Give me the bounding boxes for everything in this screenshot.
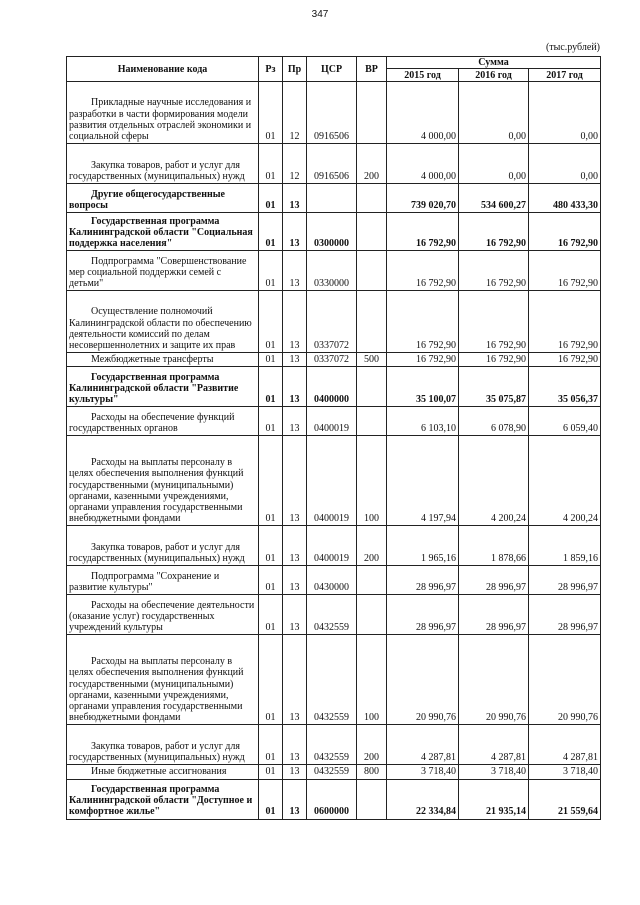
cell-pr: 13 [283,595,307,635]
cell-vr [357,184,387,213]
cell-name: Подпрограмма "Сохранение и развитие культуры" [67,566,259,595]
cell-name: Закупка товаров, работ и услуг для государственных (муниципальных) нужд [67,144,259,184]
cell-csr: 0330000 [307,251,357,291]
cell-2015: 16 792,90 [387,213,459,251]
cell-rz: 01 [259,184,283,213]
cell-pr: 13 [283,184,307,213]
cell-2017: 1 859,16 [529,526,601,566]
cell-name: Другие общегосударственные вопросы [67,184,259,213]
header-pr: Пр [283,57,307,82]
cell-pr: 13 [283,436,307,526]
header-2016: 2016 год [459,69,529,82]
cell-2015: 16 792,90 [387,291,459,353]
cell-vr: 200 [357,144,387,184]
cell-2016: 21 935,14 [459,779,529,819]
cell-2017: 16 792,90 [529,251,601,291]
cell-2015: 4 000,00 [387,82,459,144]
cell-csr: 0337072 [307,291,357,353]
cell-2015: 28 996,97 [387,566,459,595]
cell-pr: 13 [283,367,307,407]
cell-name: Осуществление полномочий Калининградской области по обеспечению деятельности комиссий по делам несовершеннолетних и защите их прав [67,291,259,353]
cell-name: Прикладные научные исследования и разработки в части формирования модели развития отдельных отраслей экономики и социальной сферы [67,82,259,144]
cell-pr: 13 [283,353,307,367]
cell-pr: 13 [283,407,307,436]
cell-2017: 28 996,97 [529,566,601,595]
cell-csr: 0400019 [307,436,357,526]
cell-csr: 0600000 [307,779,357,819]
table-row [67,765,601,779]
cell-rz: 01 [259,635,283,725]
cell-vr [357,779,387,819]
cell-vr: 100 [357,436,387,526]
table-row [67,436,601,526]
cell-rz: 01 [259,595,283,635]
cell-vr [357,82,387,144]
header-rz: Рз [259,57,283,82]
units-label: (тыс.рублей) [545,42,600,53]
cell-rz: 01 [259,144,283,184]
cell-vr [357,367,387,407]
cell-2016: 0,00 [459,82,529,144]
cell-pr: 13 [283,526,307,566]
cell-pr: 12 [283,82,307,144]
cell-2015: 22 334,84 [387,779,459,819]
cell-vr [357,251,387,291]
cell-2016: 28 996,97 [459,566,529,595]
cell-csr: 0432559 [307,635,357,725]
cell-2016: 20 990,76 [459,635,529,725]
cell-vr: 200 [357,725,387,765]
cell-2017: 480 433,30 [529,184,601,213]
cell-csr: 0430000 [307,566,357,595]
cell-2016: 1 878,66 [459,526,529,566]
cell-vr: 800 [357,765,387,779]
cell-2015: 4 287,81 [387,725,459,765]
cell-csr: 0916506 [307,144,357,184]
table-body [67,82,601,819]
cell-2017: 16 792,90 [529,353,601,367]
header-vr: ВР [357,57,387,82]
cell-2017: 4 287,81 [529,725,601,765]
cell-2016: 4 287,81 [459,725,529,765]
cell-2015: 4 000,00 [387,144,459,184]
table-row [67,779,601,819]
cell-name: Подпрограмма "Совершенствование мер социальной поддержки семей с детьми" [67,251,259,291]
cell-2017: 28 996,97 [529,595,601,635]
cell-csr: 0432559 [307,725,357,765]
cell-2017: 0,00 [529,82,601,144]
cell-vr: 100 [357,635,387,725]
cell-2015: 739 020,70 [387,184,459,213]
cell-name: Расходы на обеспечение деятельности (оказание услуг) государственных учреждений культуры [67,595,259,635]
cell-rz: 01 [259,213,283,251]
cell-rz: 01 [259,82,283,144]
cell-csr [307,184,357,213]
cell-csr: 0300000 [307,213,357,251]
cell-pr: 13 [283,725,307,765]
cell-2017: 6 059,40 [529,407,601,436]
table-row [67,82,601,144]
cell-rz: 01 [259,353,283,367]
cell-2017: 16 792,90 [529,213,601,251]
cell-name: Межбюджетные трансферты [67,353,259,367]
cell-2015: 20 990,76 [387,635,459,725]
cell-2017: 35 056,37 [529,367,601,407]
header-name: Наименование кода [67,57,259,82]
cell-csr: 0400019 [307,407,357,436]
cell-2015: 28 996,97 [387,595,459,635]
cell-2017: 4 200,24 [529,436,601,526]
budget-table [66,56,601,820]
table-row [67,407,601,436]
table-row [67,367,601,407]
cell-pr: 13 [283,635,307,725]
cell-2016: 16 792,90 [459,291,529,353]
cell-vr [357,213,387,251]
cell-2016: 3 718,40 [459,765,529,779]
cell-name: Государственная программа Калининградской области "Социальная поддержка населения" [67,213,259,251]
cell-2016: 4 200,24 [459,436,529,526]
table-row [67,251,601,291]
table-row [67,213,601,251]
cell-rz: 01 [259,725,283,765]
cell-rz: 01 [259,526,283,566]
cell-name: Государственная программа Калининградской области "Доступное и комфортное жилье" [67,779,259,819]
cell-2016: 16 792,90 [459,251,529,291]
cell-name: Закупка товаров, работ и услуг для государственных (муниципальных) нужд [67,526,259,566]
cell-2017: 21 559,64 [529,779,601,819]
cell-2016: 6 078,90 [459,407,529,436]
cell-vr [357,291,387,353]
cell-pr: 13 [283,779,307,819]
cell-2015: 35 100,07 [387,367,459,407]
cell-2015: 16 792,90 [387,353,459,367]
cell-pr: 13 [283,765,307,779]
cell-2017: 20 990,76 [529,635,601,725]
table-row [67,353,601,367]
cell-name: Государственная программа Калининградской области "Развитие культуры" [67,367,259,407]
cell-name: Расходы на обеспечение функций государственных органов [67,407,259,436]
table-row [67,566,601,595]
cell-vr [357,407,387,436]
cell-pr: 12 [283,144,307,184]
cell-2016: 28 996,97 [459,595,529,635]
cell-2015: 16 792,90 [387,251,459,291]
cell-2016: 534 600,27 [459,184,529,213]
cell-vr [357,566,387,595]
cell-2016: 16 792,90 [459,213,529,251]
cell-pr: 13 [283,291,307,353]
cell-rz: 01 [259,367,283,407]
header-sum: Сумма [387,57,601,69]
table-row [67,635,601,725]
cell-name: Расходы на выплаты персоналу в целях обеспечения выполнения функций государственными (муниципальными) органами, казенными учреждениями, органами управления государственными внебюджетными фондами [67,635,259,725]
cell-name: Закупка товаров, работ и услуг для государственных (муниципальных) нужд [67,725,259,765]
cell-2016: 35 075,87 [459,367,529,407]
cell-2017: 0,00 [529,144,601,184]
cell-2016: 16 792,90 [459,353,529,367]
cell-pr: 13 [283,251,307,291]
page-number: 347 [311,9,329,20]
header-2017: 2017 год [529,69,601,82]
cell-csr: 0400019 [307,526,357,566]
table-row [67,526,601,566]
cell-rz: 01 [259,566,283,595]
cell-rz: 01 [259,407,283,436]
table-row [67,291,601,353]
header-2015: 2015 год [387,69,459,82]
cell-name: Иные бюджетные ассигнования [67,765,259,779]
cell-vr: 500 [357,353,387,367]
cell-csr: 0432559 [307,765,357,779]
cell-rz: 01 [259,779,283,819]
cell-2015: 3 718,40 [387,765,459,779]
header-csr: ЦСР [307,57,357,82]
cell-pr: 13 [283,213,307,251]
cell-name: Расходы на выплаты персоналу в целях обеспечения выполнения функций государственными (муниципальными) органами, казенными учреждениями, органами управления государственными внебюджетными фондами [67,436,259,526]
cell-2017: 16 792,90 [529,291,601,353]
cell-vr: 200 [357,526,387,566]
cell-rz: 01 [259,765,283,779]
table-row [67,725,601,765]
cell-vr [357,595,387,635]
cell-pr: 13 [283,566,307,595]
cell-csr: 0400000 [307,367,357,407]
cell-2017: 3 718,40 [529,765,601,779]
cell-csr: 0432559 [307,595,357,635]
cell-2016: 0,00 [459,144,529,184]
table-row [67,595,601,635]
cell-2015: 6 103,10 [387,407,459,436]
cell-2015: 1 965,16 [387,526,459,566]
cell-csr: 0916506 [307,82,357,144]
cell-csr: 0337072 [307,353,357,367]
table-row [67,184,601,213]
cell-rz: 01 [259,436,283,526]
cell-2015: 4 197,94 [387,436,459,526]
cell-rz: 01 [259,291,283,353]
cell-rz: 01 [259,251,283,291]
table-row [67,144,601,184]
